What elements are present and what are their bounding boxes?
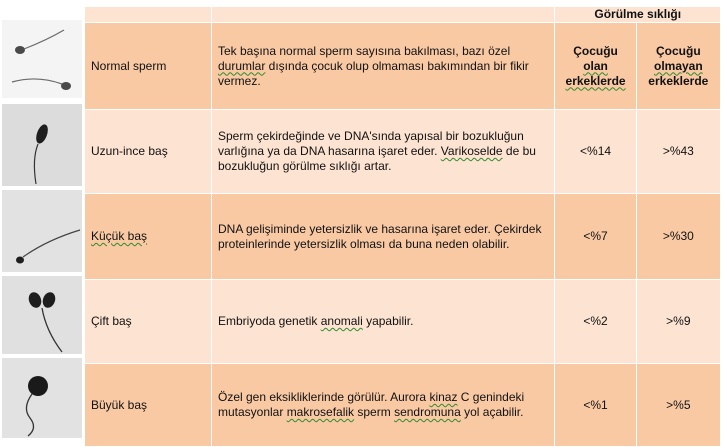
table-row [85,280,721,364]
header-empty-cell [211,7,554,23]
with-children-value: <%2 [555,280,636,364]
morphology-description: Özel gen eksikliklerinde görülür. Aurora kinaz C genindeki mutasyonlar makrosefalik sperm sendromuna yol açabilir. [211,364,554,447]
sperm-elongated-head-image [2,104,82,186]
without-children-header [636,23,720,110]
without-children-value: >%30 [636,194,720,280]
table-row [85,364,721,447]
with-children-value: <%7 [555,194,636,280]
header-line: erkeklerde [648,73,709,88]
morphology-name-text: Küçük baş [91,229,148,243]
header-empty-cell [85,7,212,23]
table-row [85,23,721,110]
with-children-value: <%1 [555,364,636,447]
morphology-name: Uzun-ince baş [85,110,212,194]
with-children-value: <%14 [555,110,636,194]
sperm-normal-image [2,20,82,98]
table-row [85,194,721,280]
sperm-morphology-table [84,6,721,447]
sperm-double-head-image [2,276,82,354]
header-line: olan [583,58,608,73]
header-line: erkeklerde [565,73,626,88]
header-line: Çocuğu [573,43,618,58]
morphology-name [85,194,212,280]
table-row [85,110,721,194]
without-children-value: >%5 [636,364,720,447]
header-line: olmayan [653,58,703,73]
morphology-description: Embriyoda genetik anomali yapabilir. [211,280,554,364]
morphology-name: Normal sperm [85,23,212,110]
without-children-value: >%43 [636,110,720,194]
micrograph-column [0,0,84,441]
morphology-description: DNA gelişiminde yetersizlik ve hasarına işaret eder. Çekirdek proteinlerinde yetersizlik olması da buna neden olabilir. [211,194,554,280]
with-children-header [555,23,636,110]
morphology-name: Büyük baş [85,364,212,447]
morphology-description: Tek başına normal sperm sayısına bakılması, bazı özel durumlar dışında çocuk olup olmaması bakımından bir fikir vermez. [211,23,554,110]
morphology-name: Çift baş [85,280,212,364]
morphology-description: Sperm çekirdeğinde ve DNA'sında yapısal bir bozukluğun varlığına ya da DNA hasarına işaret eder. Varikoselde de bu bozukluğun görülme sıklığı artar. [211,110,554,194]
header-row [85,7,721,23]
header-line: Çocuğu [655,43,701,58]
frequency-header: Görülme sıklığı [555,7,721,23]
sperm-large-head-image [2,358,82,438]
sperm-small-head-image [2,190,82,272]
without-children-value: >%9 [636,280,720,364]
